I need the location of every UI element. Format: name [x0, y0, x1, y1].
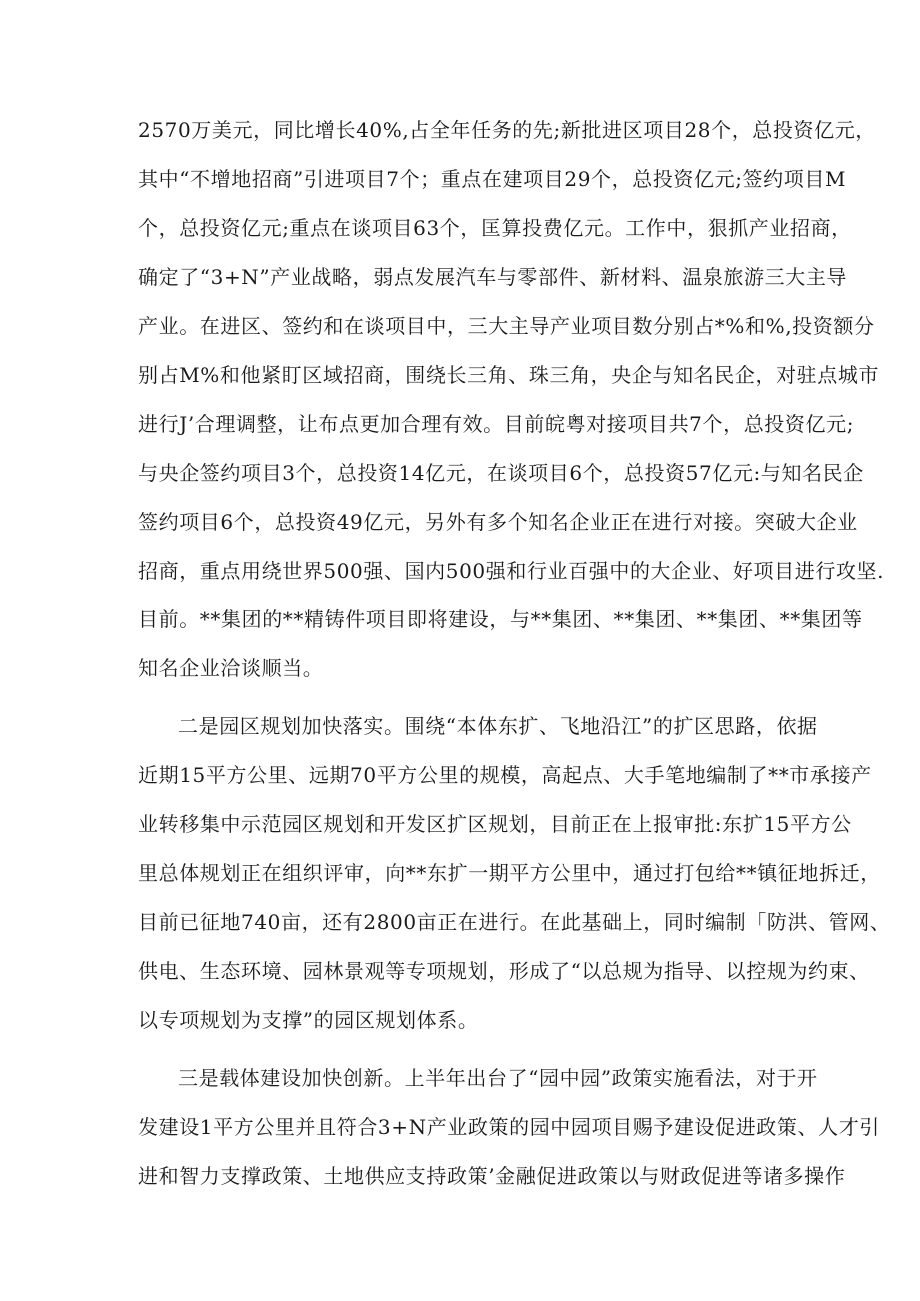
- text-line: 知名企业洽谈顺当。: [138, 656, 324, 680]
- text-line: 别占M%和他紧盯区域招商，围绕长三角、珠三角，央企与知名民企，对驻点城市: [138, 363, 880, 387]
- text-line: 目前已征地740亩，还有2800亩正在进行。在此基础上，同时编制「防洪、管网、: [138, 910, 891, 934]
- text-line: 进和智力支撑政策、土地供应支持政策’金融促进政策以与财政促进等诸多操作: [138, 1164, 846, 1188]
- text-line: 以专项规划为支撑”的园区规划体系。: [138, 1008, 479, 1032]
- text-line: 近期15平方公里、远期70平方公里的规模，高起点、大手笔地编制了**市承接产: [138, 763, 872, 787]
- text-line: 个，总投资亿元;重点在谈项目63个，匡算投费亿元。工作中，狠抓产业招商，: [138, 216, 852, 240]
- text-line: 目前。**集团的**精铸件项目即将建设，与**集团、**集团、**集团、**集团等: [138, 607, 863, 631]
- text-line: 确定了“3+N”产业战略，弱点发展汽车与零部件、新材料、温泉旅游三大主导: [138, 265, 848, 289]
- paragraph-first-line: 二是园区规划加快落实。围绕“本体东扩、飞地沿江”的扩区思路，依据: [178, 714, 818, 738]
- text-line: 招商，重点用绕世界500强、国内500强和行业百强中的大企业、好项目进行攻坚.: [138, 559, 885, 583]
- text-line: 供电、生态环境、园林景观等专项规划，形成了“以总规为指导、以控规为约束、: [138, 959, 870, 983]
- text-line: 产业。在进区、签约和在谈项目中，三大主导产业项目数分别占*%和%,投资额分: [138, 314, 875, 338]
- text-line: 业转移集中示范园区规划和开发区扩区规划，目前正在上报审批:东扩15平方公: [138, 812, 852, 836]
- text-line: 与央企签约项目3个，总投资14亿元，在谈项目6个，总投资57亿元:与知名民企: [138, 461, 864, 485]
- text-line: 进行J’合理调整，让布点更加合理有效。目前皖粤对接项目共7个，总投资亿元;: [138, 412, 855, 436]
- text-line: 里总体规划正在组织评审，向**东扩一期平方公里中，通过打包给**镇征地拆迁，: [138, 861, 881, 885]
- text-line: 发建设1平方公里并且符合3+N产业政策的园中园项目赐予建设促进政策、人才引: [138, 1115, 880, 1139]
- text-line: 2570万美元，同比增长40%,占全年任务的先;新批进区项目28个，总投资亿元，: [138, 118, 876, 142]
- text-line: 签约项目6个，总投资49亿元，另外有多个知名企业正在进行对接。突破大企业: [138, 510, 858, 534]
- text-line: 其中“不增地招商”引进项目7个；重点在建项目29个，总投资亿元;签约项目M: [138, 167, 847, 191]
- paragraph-first-line: 三是载体建设加快创新。上半年出台了“园中园”政策实施看法，对于开: [178, 1066, 818, 1090]
